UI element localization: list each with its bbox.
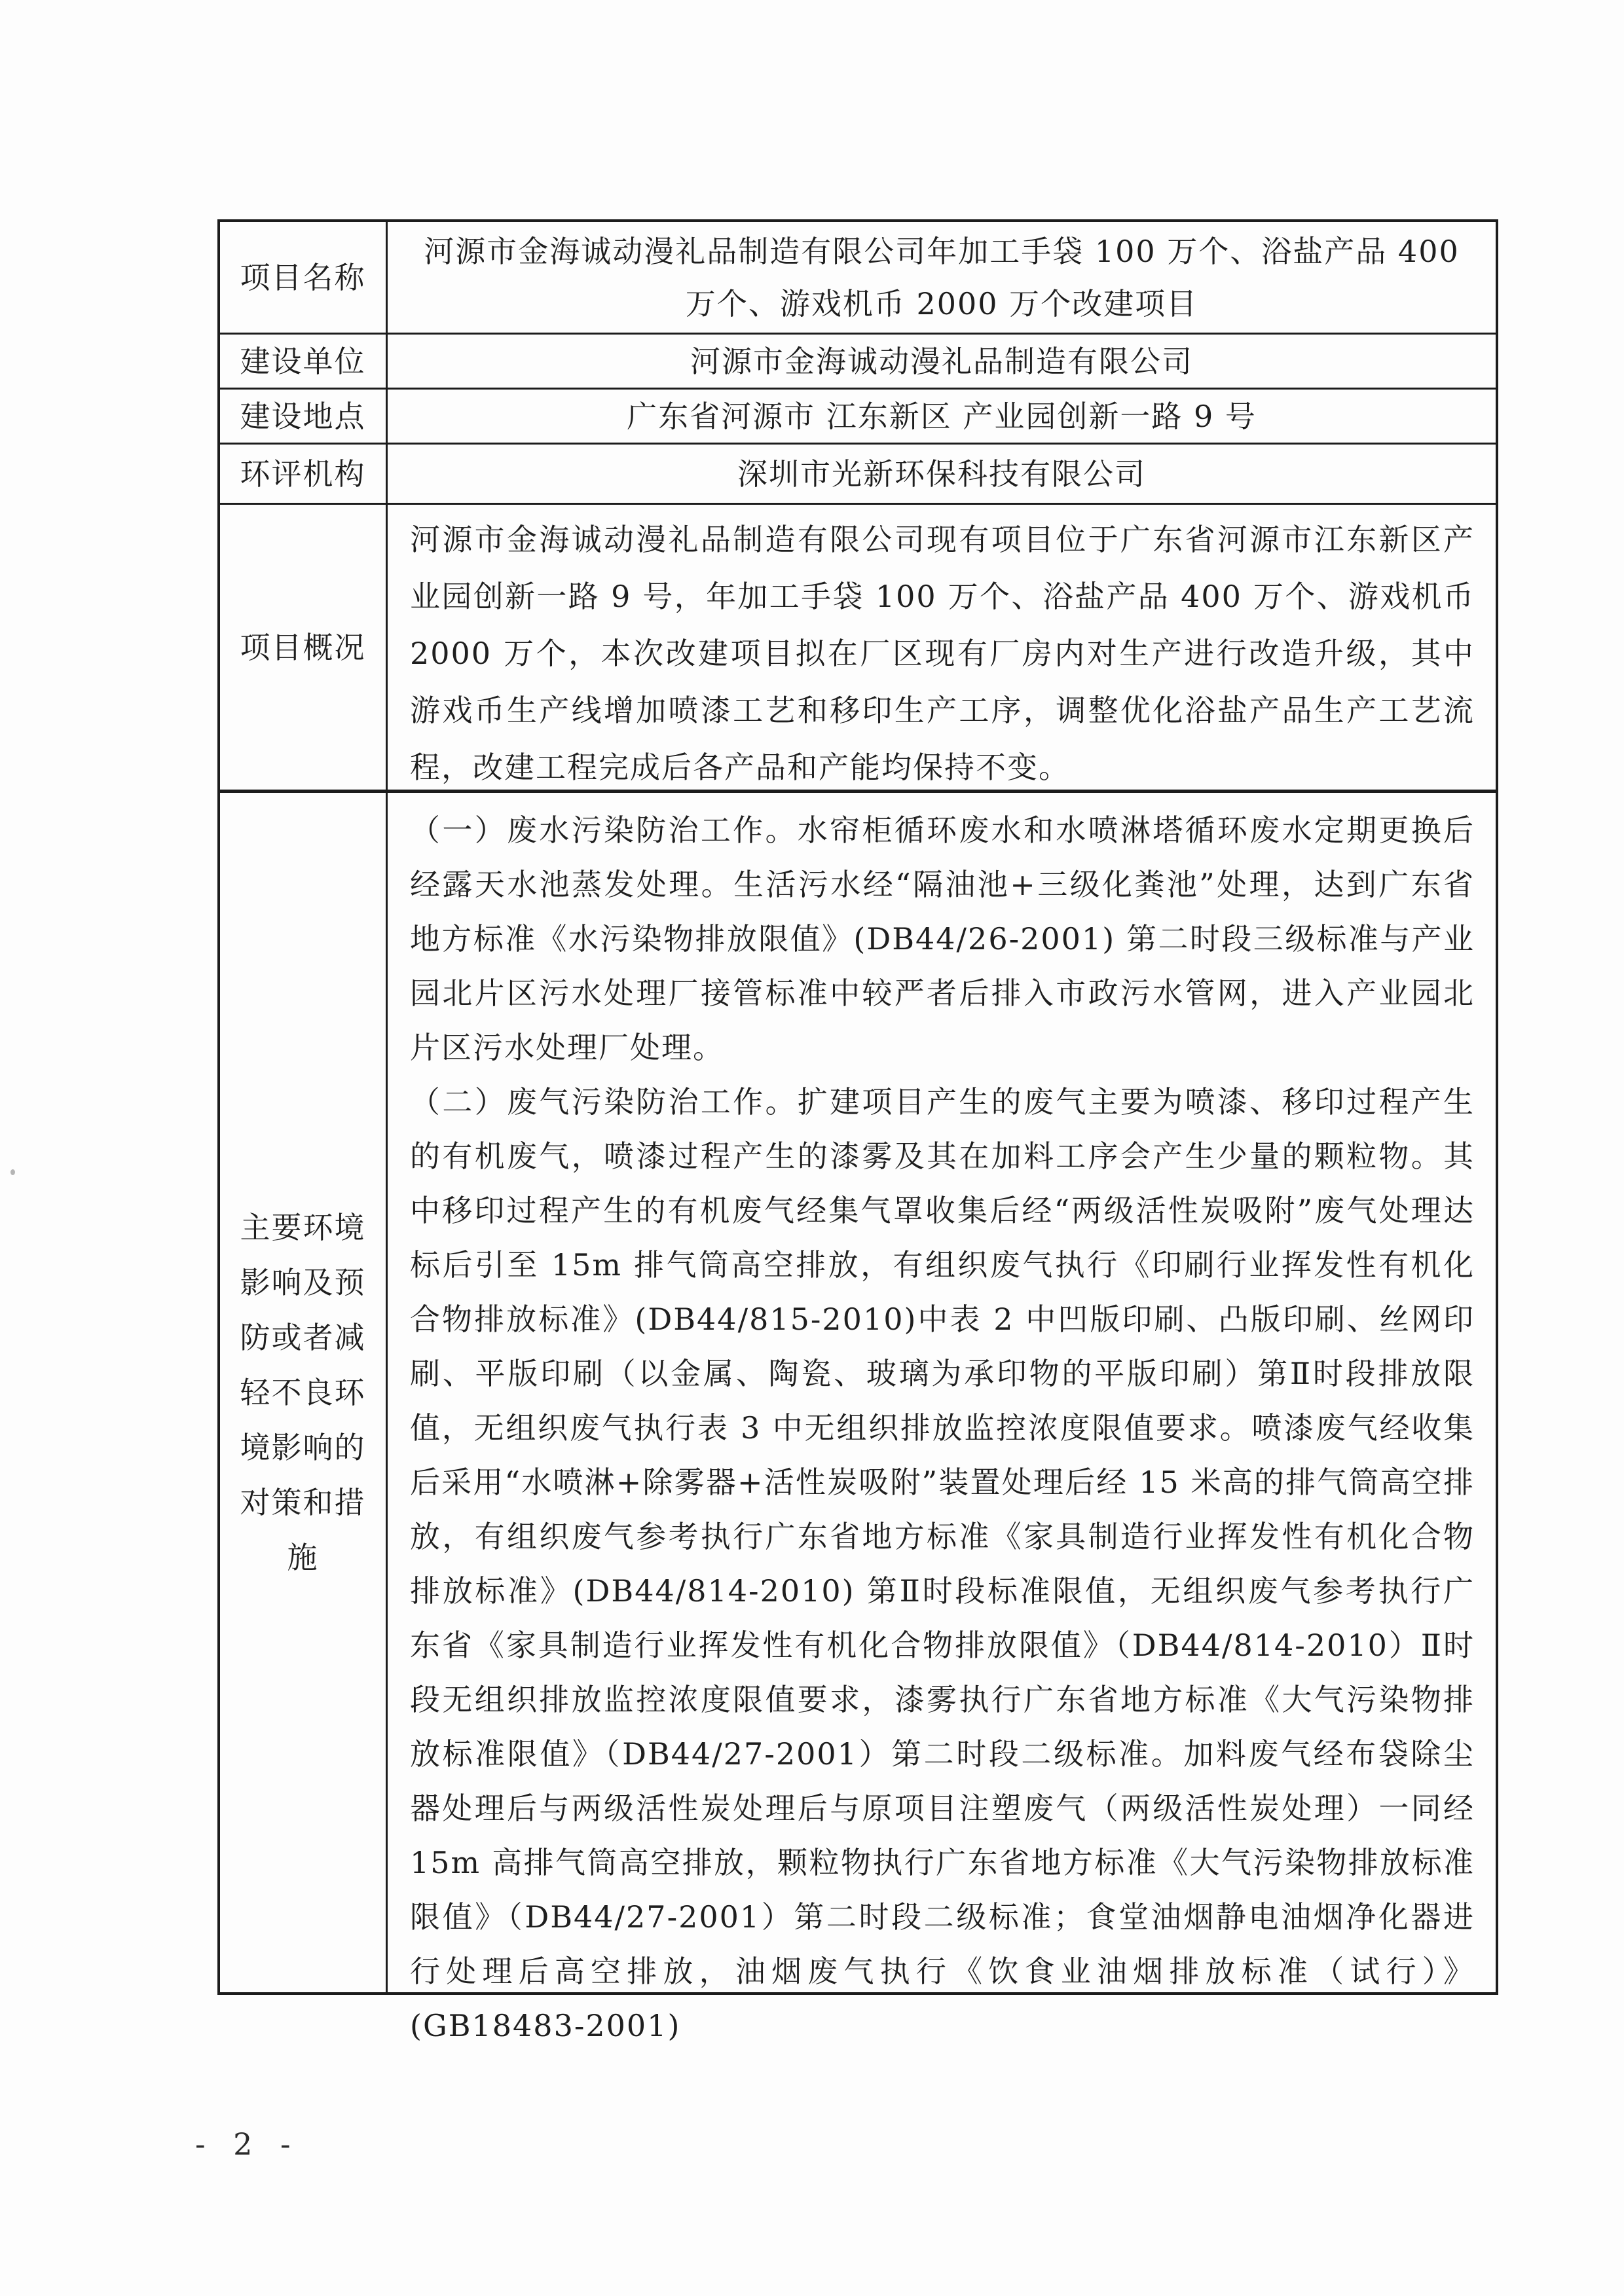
row-value-construction-unit bbox=[388, 335, 1496, 388]
overview-paragraph: 河源市金海诚动漫礼品制造有限公司现有项目位于广东省河源市江东新区产业园创新一路 9 号，年加工手袋 100 万个、浴盐产品 400 万个、游戏机币 2000 万个，本次改建项目拟在厂区现有厂房内对生产进行改造升级，其中游戏币生产线增加喷漆工艺和移印生产工序，调整优化浴盐产品生产工艺流程，改建工程完成后各产品和产能均保持不变。 bbox=[410, 522, 1475, 785]
row-label-text: 建设单位 bbox=[240, 343, 366, 379]
row-label-text: 主要环境影响及预防或者减轻不良环境影响的对策和措施 bbox=[240, 1210, 366, 1575]
row-value-project-overview bbox=[388, 505, 1496, 790]
row-label-text: 项目名称 bbox=[240, 259, 366, 295]
measures-paragraph-exhaust: （二）废气污染防治工作。扩建项目产生的废气主要为喷漆、移印过程产生的有机废气，喷漆过程产生的漆雾及其在加料工序会产生少量的颗粒物。其中移印过程产生的有机废气经集气罩收集后经“两级活性炭吸附”废气处理达标后引至 15m 排气筒高空排放，有组织废气执行《印刷行业挥发性有机化合物排放标准》(DB44/815-2010)中表 2 中凹版印刷、凸版印刷、丝网印刷、平版印刷（以金属、陶瓷、玻璃为承印物的平版印刷）第Ⅱ时段排放限值，无组织废气执行表 3 中无组织排放监控浓度限值要求。喷漆废气经收集后采用“水喷淋+除雾器+活性炭吸附”装置处理后经 15 米高的排气筒高空排放，有组织废气参考执行广东省地方标准《家具制造行业挥发性有机化合物排放标准》(DB44/814-2010) 第Ⅱ时段标准限值，无组织废气参考执行广东省《家具制造行业挥发性有机化合物排放限值》（DB44/814-2010）Ⅱ时段无组织排放监控浓度限值要求，漆雾执行广东省地方标准《大气污染物排放标准限值》（DB44/27-2001）第二时段二级标准。加料废气经布袋除尘器处理后与两级活性炭处理后与原项目注塑废气（两级活性炭处理）一同经 15m 高排气筒高空排放，颗粒物执行广东省地方标准《大气污染物排放标准限值》（DB44/27-2001）第二时段二级标准；食堂油烟静电油烟净化器进行处理后高空排放，油烟废气执行《饮食业油烟排放标准（试行）》(GB18483-2001) bbox=[410, 1084, 1475, 2043]
row-value-text: 河源市金海诚动漫礼品制造有限公司年加工手袋 100 万个、浴盐产品 400 万个、游戏机币 2000 万个改建项目 bbox=[424, 233, 1460, 321]
row-label-text: 建设地点 bbox=[240, 398, 366, 434]
row-label-construction-unit bbox=[220, 335, 388, 388]
row-label-project-overview bbox=[220, 505, 388, 790]
row-value-text: 河源市金海诚动漫礼品制造有限公司 bbox=[690, 343, 1193, 379]
table-row-project-overview bbox=[220, 505, 1496, 793]
table-row-project-name bbox=[220, 222, 1496, 335]
row-label-text: 项目概况 bbox=[240, 629, 366, 665]
table-row-construction-unit bbox=[220, 335, 1496, 390]
table-row-environmental-measures bbox=[220, 793, 1496, 2043]
row-label-construction-site bbox=[220, 390, 388, 443]
row-label-eia-agency bbox=[220, 445, 388, 503]
row-value-eia-agency bbox=[388, 445, 1496, 503]
row-value-text: 深圳市光新环保科技有限公司 bbox=[737, 456, 1146, 492]
row-label-project-name bbox=[220, 222, 388, 333]
row-value-project-name bbox=[388, 222, 1496, 333]
row-value-environmental-measures bbox=[388, 793, 1496, 2043]
table-row-eia-agency bbox=[220, 445, 1496, 505]
row-value-text: 广东省河源市 江东新区 产业园创新一路 9 号 bbox=[627, 398, 1257, 434]
row-label-environmental-measures bbox=[220, 793, 388, 1992]
page-number: - 2 - bbox=[195, 2126, 300, 2162]
project-info-table bbox=[217, 219, 1498, 2043]
row-label-text: 环评机构 bbox=[240, 456, 366, 492]
scan-artifact-dot bbox=[10, 1169, 15, 1175]
measures-paragraph-wastewater: （一）废水污染防治工作。水帘柜循环废水和水喷淋塔循环废水定期更换后经露天水池蒸发处理。生活污水经“隔油池+三级化粪池”处理，达到广东省地方标准《水污染物排放限值》(DB44/26-2001) 第二时段三级标准与产业园北片区污水处理厂接管标准中较严者后排入市政污水管网，进入产业园北片区污水处理厂处理。 bbox=[410, 812, 1475, 1065]
table-row-construction-site bbox=[220, 390, 1496, 445]
row-value-construction-site bbox=[388, 390, 1496, 443]
